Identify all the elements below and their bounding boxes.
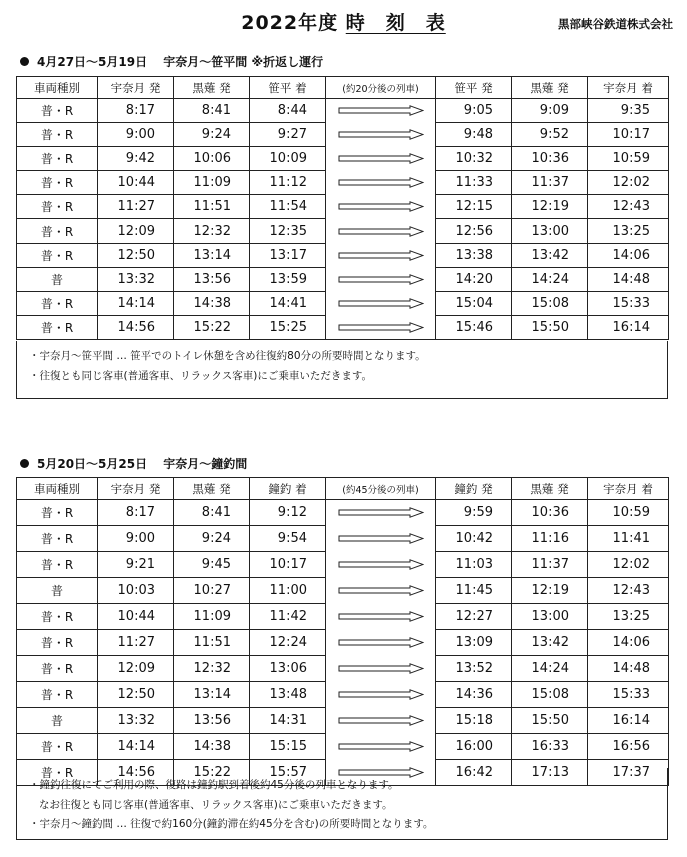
right-arrow-icon [338, 559, 424, 570]
time-cell: 11:54 [250, 195, 326, 219]
right-arrow-icon [338, 129, 424, 140]
time-cell: 13:38 [436, 243, 512, 267]
arrow-cell [326, 578, 436, 604]
time-cell: 13:14 [174, 682, 250, 708]
right-arrow-icon [338, 250, 424, 261]
time-cell: 13:25 [588, 604, 669, 630]
time-cell: 9:12 [250, 500, 326, 526]
arrow-cell [326, 267, 436, 291]
time-cell: 13:14 [174, 243, 250, 267]
vehicle-type-cell: 普・R [17, 760, 98, 786]
vehicle-type-cell: 普・R [17, 171, 98, 195]
time-cell: 9:27 [250, 123, 326, 147]
right-arrow-icon [338, 105, 424, 116]
time-cell: 15:15 [250, 734, 326, 760]
time-cell: 16:42 [436, 760, 512, 786]
column-header: 笹平 発 [436, 77, 512, 99]
vehicle-type-cell: 普・R [17, 656, 98, 682]
time-cell: 12:24 [250, 630, 326, 656]
time-cell: 11:37 [512, 171, 588, 195]
time-cell: 13:06 [250, 656, 326, 682]
note-line: ・鐘釣往復にてご利用の際、復路は鐘釣駅到着後約45分後の列車となります。 [29, 779, 399, 791]
time-cell: 14:56 [98, 760, 174, 786]
right-arrow-icon [338, 298, 424, 309]
right-arrow-icon [338, 689, 424, 700]
arrow-cell [326, 243, 436, 267]
section-1-timetable [16, 76, 669, 340]
vehicle-type-cell: 普・R [17, 315, 98, 339]
time-cell: 15:22 [174, 315, 250, 339]
column-header: 黒薙 発 [512, 478, 588, 500]
table-row [17, 500, 669, 526]
right-arrow-icon [338, 611, 424, 622]
time-cell: 11:00 [250, 578, 326, 604]
time-cell: 17:37 [588, 760, 669, 786]
time-cell: 14:31 [250, 708, 326, 734]
right-arrow-icon [338, 637, 424, 648]
time-cell: 11:51 [174, 195, 250, 219]
time-cell: 13:42 [512, 243, 588, 267]
right-arrow-icon [338, 201, 424, 212]
section-2-heading-text: 5月20日～5月25日 宇奈月～鐘釣間 [37, 457, 248, 471]
time-cell: 8:17 [98, 99, 174, 123]
time-cell: 11:27 [98, 630, 174, 656]
time-cell: 9:35 [588, 99, 669, 123]
time-cell: 9:52 [512, 123, 588, 147]
time-cell: 12:56 [436, 219, 512, 243]
time-cell: 14:24 [512, 656, 588, 682]
time-cell: 15:25 [250, 315, 326, 339]
time-cell: 13:00 [512, 604, 588, 630]
time-cell: 8:41 [174, 500, 250, 526]
right-arrow-icon [338, 322, 424, 333]
time-cell: 17:13 [512, 760, 588, 786]
column-header: 鐘釣 発 [436, 478, 512, 500]
right-arrow-icon [338, 226, 424, 237]
section-2-timetable [16, 477, 669, 786]
time-cell: 12:09 [98, 219, 174, 243]
right-arrow-icon [338, 507, 424, 518]
time-cell: 15:46 [436, 315, 512, 339]
table-row [17, 552, 669, 578]
time-cell: 13:25 [588, 219, 669, 243]
arrow-cell [326, 734, 436, 760]
time-cell: 9:59 [436, 500, 512, 526]
table-row [17, 682, 669, 708]
time-cell: 9:24 [174, 123, 250, 147]
time-cell: 9:21 [98, 552, 174, 578]
time-cell: 11:27 [98, 195, 174, 219]
arrow-cell [326, 99, 436, 123]
section-1-heading-text: 4月27日～5月19日 宇奈月～笹平間 ※折返し運行 [37, 55, 324, 69]
right-arrow-icon [338, 153, 424, 164]
section-1-notes [16, 341, 668, 399]
time-cell: 14:06 [588, 243, 669, 267]
time-cell: 10:27 [174, 578, 250, 604]
time-cell: 10:17 [588, 123, 669, 147]
column-header: 宇奈月 着 [588, 478, 669, 500]
column-header: 笹平 着 [250, 77, 326, 99]
time-cell: 15:33 [588, 291, 669, 315]
time-cell: 12:15 [436, 195, 512, 219]
vehicle-type-cell: 普 [17, 267, 98, 291]
column-header: (約45分後の列車) [326, 478, 436, 500]
column-header: 宇奈月 発 [98, 478, 174, 500]
table-row [17, 243, 669, 267]
vehicle-type-cell: 普・R [17, 552, 98, 578]
time-cell: 10:59 [588, 500, 669, 526]
time-cell: 12:19 [512, 578, 588, 604]
vehicle-type-cell: 普・R [17, 734, 98, 760]
bullet-icon [20, 57, 29, 66]
time-cell: 14:14 [98, 291, 174, 315]
title-year: 2022年度 [241, 12, 346, 34]
time-cell: 13:32 [98, 708, 174, 734]
table-row [17, 315, 669, 339]
time-cell: 10:42 [436, 526, 512, 552]
time-cell: 16:33 [512, 734, 588, 760]
vehicle-type-cell: 普・R [17, 243, 98, 267]
arrow-cell [326, 171, 436, 195]
time-cell: 15:50 [512, 708, 588, 734]
table-row [17, 604, 669, 630]
column-header: 宇奈月 発 [98, 77, 174, 99]
time-cell: 12:35 [250, 219, 326, 243]
header-row [17, 478, 669, 500]
note-line: ・往復とも同じ客車(普通客車、リラックス客車)にご乗車いただきます。 [29, 370, 373, 382]
bullet-icon [20, 459, 29, 468]
time-cell: 15:04 [436, 291, 512, 315]
time-cell: 13:52 [436, 656, 512, 682]
right-arrow-icon [338, 177, 424, 188]
arrow-cell [326, 526, 436, 552]
table-row [17, 526, 669, 552]
time-cell: 10:36 [512, 500, 588, 526]
time-cell: 9:54 [250, 526, 326, 552]
note-line: ・宇奈月～笹平間 … 笹平でのトイレ休憩を含め往復約80分の所要時間となります。 [29, 350, 426, 362]
column-header: 黒薙 発 [174, 77, 250, 99]
time-cell: 16:00 [436, 734, 512, 760]
time-cell: 16:14 [588, 708, 669, 734]
column-header: 車両種別 [17, 77, 98, 99]
vehicle-type-cell: 普・R [17, 147, 98, 171]
arrow-cell [326, 708, 436, 734]
time-cell: 10:03 [98, 578, 174, 604]
arrow-cell [326, 195, 436, 219]
time-cell: 8:41 [174, 99, 250, 123]
time-cell: 9:00 [98, 123, 174, 147]
time-cell: 11:09 [174, 604, 250, 630]
time-cell: 10:06 [174, 147, 250, 171]
time-cell: 14:06 [588, 630, 669, 656]
time-cell: 12:50 [98, 682, 174, 708]
time-cell: 15:08 [512, 682, 588, 708]
arrow-cell [326, 604, 436, 630]
time-cell: 14:20 [436, 267, 512, 291]
time-cell: 12:19 [512, 195, 588, 219]
arrow-cell [326, 219, 436, 243]
time-cell: 12:32 [174, 219, 250, 243]
right-arrow-icon [338, 663, 424, 674]
time-cell: 9:48 [436, 123, 512, 147]
time-cell: 9:00 [98, 526, 174, 552]
time-cell: 14:48 [588, 656, 669, 682]
time-cell: 11:41 [588, 526, 669, 552]
right-arrow-icon [338, 741, 424, 752]
time-cell: 13:32 [98, 267, 174, 291]
time-cell: 15:22 [174, 760, 250, 786]
time-cell: 8:17 [98, 500, 174, 526]
time-cell: 13:42 [512, 630, 588, 656]
time-cell: 14:38 [174, 291, 250, 315]
time-cell: 15:57 [250, 760, 326, 786]
time-cell: 14:14 [98, 734, 174, 760]
arrow-cell [326, 500, 436, 526]
time-cell: 11:51 [174, 630, 250, 656]
time-cell: 13:17 [250, 243, 326, 267]
arrow-cell [326, 682, 436, 708]
time-cell: 8:44 [250, 99, 326, 123]
company-name: 黒部峡谷鉄道株式会社 [558, 17, 673, 31]
time-cell: 11:09 [174, 171, 250, 195]
time-cell: 12:02 [588, 552, 669, 578]
time-cell: 15:50 [512, 315, 588, 339]
arrow-cell [326, 315, 436, 339]
time-cell: 13:09 [436, 630, 512, 656]
arrow-cell [326, 656, 436, 682]
time-cell: 16:56 [588, 734, 669, 760]
time-cell: 10:09 [250, 147, 326, 171]
time-cell: 10:59 [588, 147, 669, 171]
time-cell: 14:24 [512, 267, 588, 291]
vehicle-type-cell: 普・R [17, 291, 98, 315]
vehicle-type-cell: 普・R [17, 604, 98, 630]
time-cell: 12:50 [98, 243, 174, 267]
time-cell: 10:32 [436, 147, 512, 171]
time-cell: 12:43 [588, 578, 669, 604]
table-row [17, 147, 669, 171]
column-header: 鐘釣 着 [250, 478, 326, 500]
time-cell: 11:42 [250, 604, 326, 630]
section-2-heading [20, 455, 247, 472]
time-cell: 15:08 [512, 291, 588, 315]
table-row [17, 219, 669, 243]
table-row [17, 171, 669, 195]
header-row [17, 77, 669, 99]
column-header: (約20分後の列車) [326, 77, 436, 99]
time-cell: 12:09 [98, 656, 174, 682]
time-cell: 9:09 [512, 99, 588, 123]
table-row [17, 578, 669, 604]
table-row [17, 656, 669, 682]
time-cell: 11:16 [512, 526, 588, 552]
time-cell: 12:43 [588, 195, 669, 219]
time-cell: 16:14 [588, 315, 669, 339]
section-2-notes [16, 768, 668, 840]
right-arrow-icon [338, 585, 424, 596]
time-cell: 14:41 [250, 291, 326, 315]
vehicle-type-cell: 普・R [17, 195, 98, 219]
table-row [17, 195, 669, 219]
time-cell: 11:12 [250, 171, 326, 195]
time-cell: 9:42 [98, 147, 174, 171]
time-cell: 10:44 [98, 604, 174, 630]
column-header: 車両種別 [17, 478, 98, 500]
column-header: 黒薙 発 [174, 478, 250, 500]
time-cell: 12:32 [174, 656, 250, 682]
table-row [17, 291, 669, 315]
right-arrow-icon [338, 715, 424, 726]
table-row [17, 123, 669, 147]
vehicle-type-cell: 普・R [17, 219, 98, 243]
table-row [17, 630, 669, 656]
time-cell: 13:59 [250, 267, 326, 291]
time-cell: 11:03 [436, 552, 512, 578]
time-cell: 15:18 [436, 708, 512, 734]
time-cell: 14:36 [436, 682, 512, 708]
time-cell: 13:56 [174, 267, 250, 291]
arrow-cell [326, 291, 436, 315]
time-cell: 10:36 [512, 147, 588, 171]
arrow-cell [326, 630, 436, 656]
right-arrow-icon [338, 274, 424, 285]
time-cell: 11:37 [512, 552, 588, 578]
time-cell: 11:33 [436, 171, 512, 195]
vehicle-type-cell: 普・R [17, 99, 98, 123]
arrow-cell [326, 123, 436, 147]
arrow-cell [326, 552, 436, 578]
table-row [17, 99, 669, 123]
table-row [17, 708, 669, 734]
time-cell: 13:56 [174, 708, 250, 734]
vehicle-type-cell: 普 [17, 708, 98, 734]
time-cell: 9:24 [174, 526, 250, 552]
time-cell: 14:48 [588, 267, 669, 291]
vehicle-type-cell: 普 [17, 578, 98, 604]
time-cell: 13:48 [250, 682, 326, 708]
time-cell: 14:56 [98, 315, 174, 339]
time-cell: 15:33 [588, 682, 669, 708]
time-cell: 9:05 [436, 99, 512, 123]
time-cell: 11:45 [436, 578, 512, 604]
time-cell: 12:27 [436, 604, 512, 630]
time-cell: 14:38 [174, 734, 250, 760]
time-cell: 9:45 [174, 552, 250, 578]
arrow-cell [326, 147, 436, 171]
section-1-heading [20, 53, 323, 70]
vehicle-type-cell: 普・R [17, 682, 98, 708]
note-line: ・宇奈月～鐘釣間 … 往復で約160分(鐘釣滞在約45分を含む)の所要時間となります。 [29, 818, 434, 830]
time-cell: 12:02 [588, 171, 669, 195]
time-cell: 10:17 [250, 552, 326, 578]
vehicle-type-cell: 普・R [17, 123, 98, 147]
vehicle-type-cell: 普・R [17, 526, 98, 552]
time-cell: 10:44 [98, 171, 174, 195]
vehicle-type-cell: 普・R [17, 630, 98, 656]
time-cell: 13:00 [512, 219, 588, 243]
title-main: 時 刻 表 [345, 12, 446, 34]
right-arrow-icon [338, 533, 424, 544]
column-header: 黒薙 発 [512, 77, 588, 99]
table-row [17, 267, 669, 291]
table-row [17, 734, 669, 760]
note-line: なお往復とも同じ客車(普通客車、リラックス客車)にご乗車いただきます。 [39, 799, 393, 811]
column-header: 宇奈月 着 [588, 77, 669, 99]
vehicle-type-cell: 普・R [17, 500, 98, 526]
